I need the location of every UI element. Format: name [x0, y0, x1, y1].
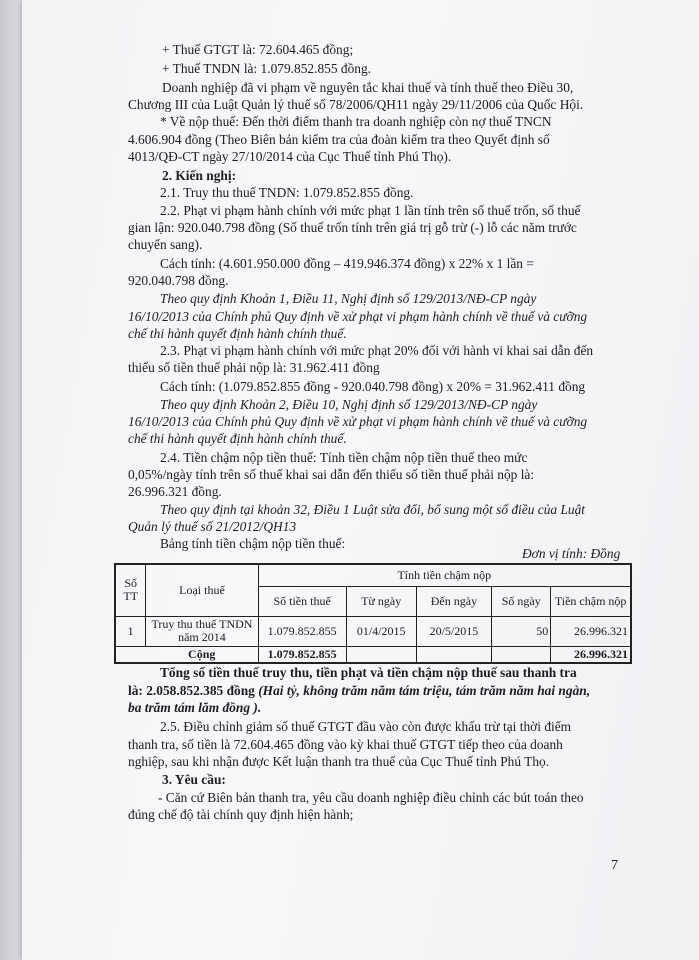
line-law-amend: Theo quy định tại khoản 32, Điều 1 Luật sửa đổi, bổ sung một số điều của Luật	[160, 502, 586, 517]
line-2-5-end: nghiệp, sau khi nhận được Kết luận thanh tra thuế của Cục Thuế tỉnh Phú Thọ.	[128, 754, 550, 769]
line-regulation-1: Theo quy định Khoản 1, Điều 11, Nghị định số 129/2013/NĐ-CP ngày	[160, 291, 537, 306]
cell-tax-amount: 1.079.852.855	[258, 616, 346, 646]
cell-to-date: 20/5/2015	[416, 616, 492, 646]
line-2-4: 2.4. Tiền chậm nộp tiền thuế: Tính tiền chậm nộp tiền thuế theo mức	[160, 450, 528, 465]
table-row	[115, 616, 631, 646]
line-calc-1: Cách tính: (4.601.950.000 đồng – 419.946.374 đồng) x 22% x 1 lần =	[160, 256, 534, 271]
line-tax-payment: * Về nộp thuế: Đến thời điểm thanh tra doanh nghiệp còn nợ thuế TNCN	[160, 114, 552, 129]
header-days: Số ngày	[492, 586, 551, 616]
line-calc-1-result: 920.040.798 đồng.	[128, 273, 229, 288]
line-violation: Doanh nghiệp đã vi phạm về nguyên tắc khai thuế và tính thuế theo Điều 30,	[162, 80, 574, 95]
line-2-2: 2.2. Phạt vi phạm hành chính với mức phạt 1 lần tính trên số thuế trốn, số thuế	[160, 203, 581, 218]
summary-words: (Hai tỷ, không trăm năm tám triệu, tám trăm năm hai ngàn,	[254, 683, 591, 698]
header-to-date: Đến ngày	[416, 586, 492, 616]
line-2-3-cont: thiếu số tiền thuế phải nộp là: 31.962.411 đồng	[128, 360, 380, 375]
header-from-date: Từ ngày	[346, 586, 416, 616]
line-req-1: - Căn cứ Biên bản thanh tra, yêu cầu doanh nghiệp điều chỉnh các bút toán theo	[158, 790, 584, 805]
total-late-amount: 26.996.321	[551, 646, 631, 663]
page-edge-shadow	[0, 0, 22, 960]
total-label: Cộng	[146, 646, 258, 663]
header-late-amount: Tiền chậm nộp	[551, 586, 631, 616]
line-2-1: 2.1. Truy thu thuế TNDN: 1.079.852.855 đồng.	[160, 185, 414, 200]
heading-recommendations: 2. Kiến nghị:	[162, 168, 237, 183]
line-2-2-cont: gian lận: 920.040.798 đồng (Số thuế trốn tính trên giá trị gỗ trừ (-) lỗ các năm trước	[128, 220, 577, 235]
cell-late-amount: 26.996.321	[551, 616, 631, 646]
cell-from-date: 01/4/2015	[346, 616, 416, 646]
line-regulation-2-cont: 16/10/2013 của Chính phủ Quy định về xử phạt vi phạm hành chính về thuế và cưỡng	[128, 414, 588, 429]
line-law-amend-cont: Quản lý thuế số 21/2012/QH13	[128, 519, 297, 534]
summary-total: là: 2.058.852.385 đồng	[128, 683, 255, 698]
table-unit: Đơn vị tính: Đồng	[522, 546, 621, 561]
page-number: 7	[611, 858, 618, 873]
line-cit: + Thuế TNDN là: 1.079.852.855 đồng.	[162, 61, 372, 76]
late-payment-table	[114, 563, 632, 664]
summary-line-1: Tổng số tiền thuế truy thu, tiền phạt và tiền chậm nộp thuế sau thanh tra	[160, 665, 577, 680]
header-tax-amount: Số tiền thuế	[258, 586, 346, 616]
line-pit-amount: 4.606.904 đồng (Theo Biên bản kiểm tra của đoàn kiểm tra theo Quyết định số	[128, 132, 550, 147]
line-law-ref: Chương III của Luật Quản lý thuế số 78/2006/QH11 ngày 29/11/2006 của Quốc Hội.	[128, 97, 584, 112]
summary-line-3: ba trăm tám lăm đồng ).	[128, 700, 262, 715]
cell-days: 50	[492, 616, 551, 646]
line-vat: + Thuế GTGT là: 72.604.465 đồng;	[162, 42, 354, 57]
line-2-2-end: chuyển sang).	[128, 237, 203, 252]
header-tax-type: Loại thuế	[146, 564, 258, 616]
line-2-5-cont: thanh tra, số tiền là 72.604.465 đồng vào kỳ khai thuế GTGT tiếp theo của doanh	[128, 737, 563, 752]
header-late-calc: Tính tiền chậm nộp	[258, 564, 631, 586]
line-req-1-cont: đúng chế độ tài chính quy định hiện hành;	[128, 807, 354, 822]
cell-tax-type: Truy thu thuế TNDN năm 2014	[146, 616, 258, 646]
line-regulation-1-cont: 16/10/2013 của Chính phủ Quy định về xử phạt vi phạm hành chính về thuế và cưỡng	[128, 309, 588, 324]
header-stt: Số TT	[115, 564, 146, 616]
line-2-4-cont: 0,05%/ngày tính trên số thuế khai sai dẫn đến thiếu số tiền thuế phải nộp là:	[128, 467, 535, 482]
line-2-5: 2.5. Điều chỉnh giảm số thuế GTGT đầu vào còn được khấu trừ tại thời điểm	[160, 719, 572, 734]
heading-requirements: 3. Yêu cầu:	[162, 772, 226, 787]
line-regulation-2: Theo quy định Khoản 2, Điều 10, Nghị định số 129/2013/NĐ-CP ngày	[160, 397, 538, 412]
line-regulation-1-end: chế thi hành quyết định hành chính thuế.	[128, 326, 347, 341]
cell-stt: 1	[115, 616, 146, 646]
line-regulation-2-end: chế thi hành quyết định hành chính thuế.	[128, 431, 347, 446]
table-caption: Bảng tính tiền chậm nộp tiền thuế:	[160, 536, 346, 551]
line-decision: 4013/QĐ-CT ngày 27/10/2014 của Cục Thuế tỉnh Phú Thọ).	[128, 149, 452, 164]
line-calc-2: Cách tính: (1.079.852.855 đồng - 920.040.798 đồng) x 20% = 31.962.411 đồng	[160, 379, 586, 394]
table-total-row	[115, 646, 631, 663]
line-2-3: 2.3. Phạt vi phạm hành chính với mức phạt 20% đối với hành vi khai sai dẫn đến	[160, 343, 594, 358]
total-tax-amount: 1.079.852.855	[258, 646, 346, 663]
summary-line-2	[128, 682, 699, 699]
line-2-4-amount: 26.996.321 đồng.	[128, 484, 222, 499]
